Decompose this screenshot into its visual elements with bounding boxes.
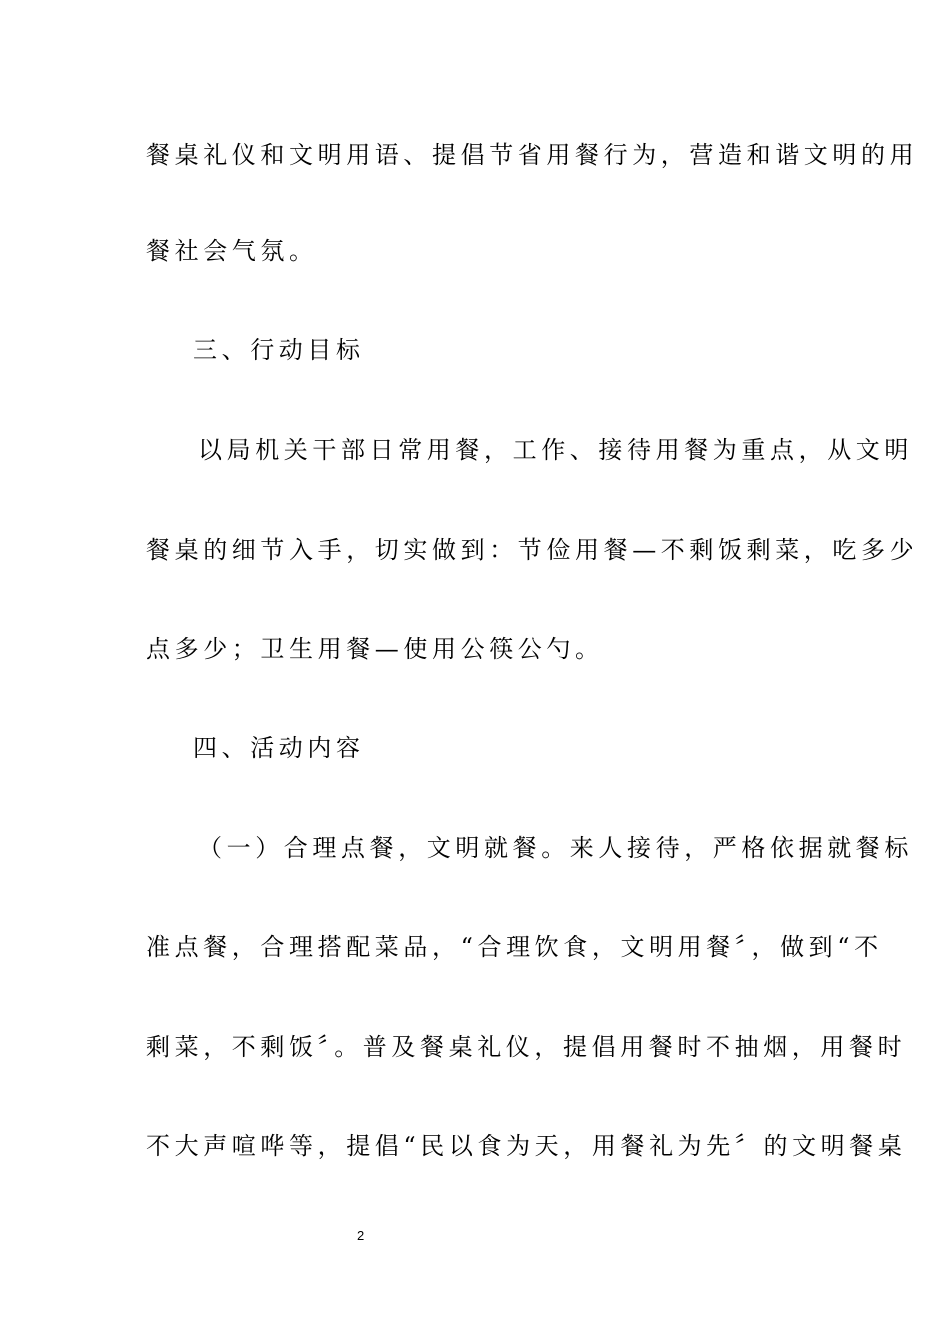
paragraph-line: 准点餐，合理搭配菜品，“合理饮食，文明用餐〞，做到“不 [146,933,883,961]
paragraph-line: 剩菜，不剩饭〞。普及餐桌礼仪，提倡用餐时不抽烟，用餐时 [146,1033,907,1061]
section-heading: 四、活动内容 [193,734,365,762]
paragraph-line: 点多少；卫生用餐—使用公筷公勺。 [146,635,604,663]
paragraph-line: 以局机关干部日常用餐，工作、接待用餐为重点，从文明 [198,436,913,464]
paragraph-line: 餐社会气氛。 [146,237,318,265]
paragraph-line: （一）合理点餐，文明就餐。来人接待，严格依据就餐标 [198,834,913,862]
paragraph-line: 不大声喧哗等，提倡“民以食为天，用餐礼为先〞的文明餐桌 [146,1132,907,1160]
paragraph-line: 餐桌的细节入手，切实做到：节俭用餐—不剩饭剩菜，吃多少 [146,536,919,564]
page-number: 2 [357,1228,365,1243]
section-heading: 三、行动目标 [193,336,365,364]
paragraph-line: 餐桌礼仪和文明用语、提倡节省用餐行为，营造和谐文明的用 [146,141,919,169]
